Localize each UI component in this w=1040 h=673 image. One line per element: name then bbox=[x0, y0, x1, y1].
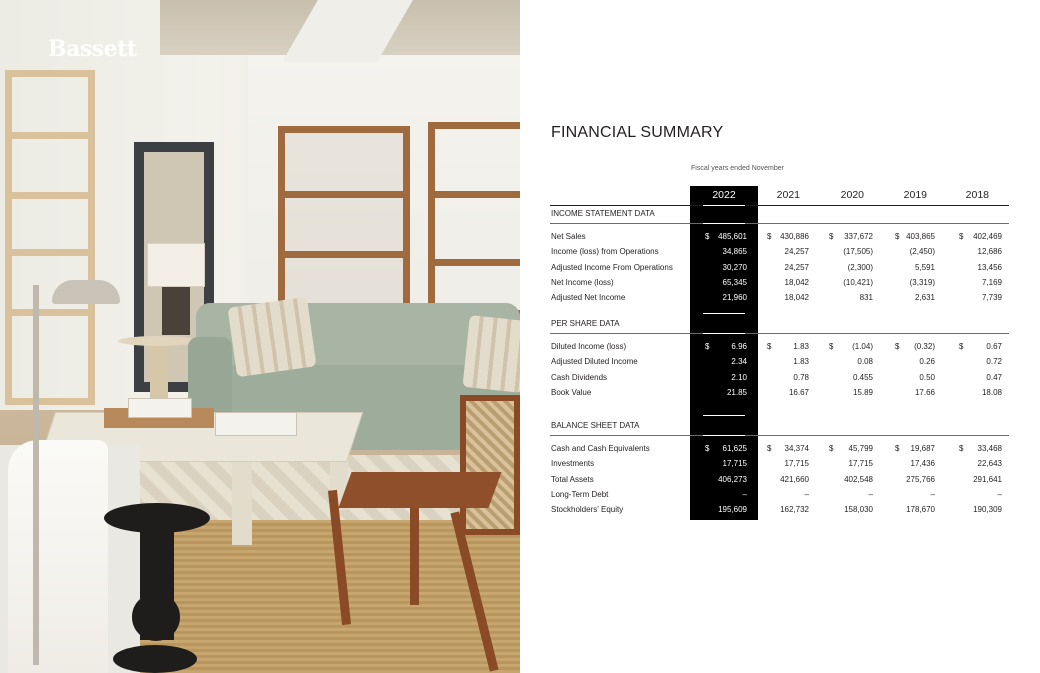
row-label: Long-Term Debt bbox=[551, 489, 609, 499]
section-divider bbox=[550, 333, 1009, 334]
value-cell-2022: 406,273 bbox=[718, 474, 747, 484]
value-cell-2022: 61,625 bbox=[722, 444, 747, 453]
value-cell-2018: 190,309 bbox=[973, 505, 1002, 515]
value-cell-2019: (0.32) bbox=[914, 342, 935, 351]
value-cell-2021: 24,257 bbox=[784, 262, 809, 272]
value-cell-2022: 34,865 bbox=[722, 247, 747, 257]
value-cell-2020: 831 bbox=[859, 293, 873, 303]
value-cell-2019: (2,450) bbox=[909, 247, 935, 257]
photo-stool-base bbox=[113, 645, 197, 673]
value-cell-2018: – bbox=[997, 489, 1002, 499]
value-cell-2020: 45,799 bbox=[848, 444, 873, 453]
table-row bbox=[0, 505, 1040, 519]
currency-sign: $ bbox=[829, 342, 834, 351]
row-label: Total Assets bbox=[551, 474, 594, 484]
currency-sign: $ bbox=[895, 232, 900, 241]
page-title: FINANCIAL SUMMARY bbox=[551, 123, 724, 141]
row-label: Adjusted Income From Operations bbox=[551, 262, 673, 272]
value-cell-2018: 7,739 bbox=[981, 293, 1002, 303]
table-row bbox=[0, 475, 1040, 489]
currency-sign: $ bbox=[705, 444, 710, 453]
value-cell-2022: 21.85 bbox=[726, 387, 747, 397]
fiscal-year-note: Fiscal years ended November bbox=[691, 165, 784, 172]
section-title: INCOME STATEMENT DATA bbox=[551, 209, 655, 218]
header-divider-highlight bbox=[703, 205, 745, 206]
row-label: Stockholders' Equity bbox=[551, 505, 624, 515]
section-divider-highlight bbox=[703, 313, 745, 314]
value-cell-2020: 0.08 bbox=[857, 357, 873, 367]
value-cell-2019: 275,766 bbox=[906, 474, 935, 484]
value-cell-2022: 195,609 bbox=[718, 505, 747, 515]
section-divider bbox=[550, 223, 1009, 224]
row-label: Book Value bbox=[551, 387, 592, 397]
row-label: Income (loss) from Operations bbox=[551, 247, 659, 257]
year-header-2020: 2020 bbox=[840, 189, 864, 201]
table-row bbox=[0, 247, 1040, 261]
photo-books bbox=[215, 412, 297, 436]
table-row bbox=[0, 357, 1040, 371]
currency-sign: $ bbox=[705, 342, 710, 351]
value-cell-2019: 2,631 bbox=[914, 293, 935, 303]
currency-sign: $ bbox=[959, 342, 964, 351]
value-cell-2021: 18,042 bbox=[784, 293, 809, 303]
table-row bbox=[0, 444, 1040, 458]
value-cell-2019: 19,687 bbox=[910, 444, 935, 453]
value-cell-2022: 2.34 bbox=[731, 357, 747, 367]
value-cell-2018: 0.47 bbox=[986, 372, 1002, 382]
value-cell-2018: 22,643 bbox=[977, 459, 1002, 469]
section-divider-highlight bbox=[703, 333, 745, 334]
currency-sign: $ bbox=[959, 232, 964, 241]
table-row bbox=[0, 278, 1040, 292]
value-cell-2020: 402,548 bbox=[844, 474, 873, 484]
value-cell-2022: 21,960 bbox=[722, 293, 747, 303]
brand-logo: Bassett bbox=[48, 36, 137, 62]
value-cell-2022: 6.96 bbox=[731, 342, 747, 351]
year-header-2018: 2018 bbox=[965, 189, 989, 201]
value-cell-2019: – bbox=[930, 489, 935, 499]
currency-sign: $ bbox=[767, 232, 772, 241]
section-divider bbox=[550, 435, 1009, 436]
table-row bbox=[0, 490, 1040, 504]
value-cell-2021: 34,374 bbox=[784, 444, 809, 453]
section-title: BALANCE SHEET DATA bbox=[551, 421, 640, 430]
value-cell-2021: 1.83 bbox=[793, 357, 809, 367]
value-cell-2021: 16.67 bbox=[788, 387, 809, 397]
row-label: Cash Dividends bbox=[551, 372, 608, 382]
table-row bbox=[0, 342, 1040, 356]
currency-sign: $ bbox=[829, 232, 834, 241]
value-cell-2021: 18,042 bbox=[784, 277, 809, 287]
value-cell-2018: 402,469 bbox=[973, 232, 1002, 241]
currency-sign: $ bbox=[767, 444, 772, 453]
value-cell-2018: 13,456 bbox=[977, 262, 1002, 272]
value-cell-2020: 337,672 bbox=[844, 232, 873, 241]
table-row bbox=[0, 373, 1040, 387]
value-cell-2020: (1.04) bbox=[852, 342, 873, 351]
value-cell-2018: 0.72 bbox=[986, 357, 1002, 367]
row-label: Net Sales bbox=[551, 232, 586, 241]
value-cell-2022: 65,345 bbox=[722, 277, 747, 287]
value-cell-2018: 18.08 bbox=[981, 387, 1002, 397]
value-cell-2021: 24,257 bbox=[784, 247, 809, 257]
section-divider-highlight bbox=[703, 223, 745, 224]
photo-chair-leg bbox=[410, 505, 419, 605]
currency-sign: $ bbox=[705, 232, 710, 241]
value-cell-2020: (17,505) bbox=[843, 247, 873, 257]
value-cell-2021: 1.83 bbox=[793, 342, 809, 351]
value-cell-2021: 17,715 bbox=[784, 459, 809, 469]
year-header-2019: 2019 bbox=[903, 189, 927, 201]
value-cell-2020: 17,715 bbox=[848, 459, 873, 469]
photo-stool-ring bbox=[132, 593, 180, 641]
value-cell-2021: – bbox=[804, 489, 809, 499]
currency-sign: $ bbox=[895, 444, 900, 453]
value-cell-2019: (3,319) bbox=[909, 277, 935, 287]
value-cell-2019: 17.66 bbox=[914, 387, 935, 397]
value-cell-2022: 485,601 bbox=[718, 232, 747, 241]
table-row bbox=[0, 232, 1040, 246]
row-label: Net Income (loss) bbox=[551, 277, 614, 287]
value-cell-2021: 0.78 bbox=[793, 372, 809, 382]
table-row bbox=[0, 293, 1040, 307]
section-divider-highlight bbox=[703, 435, 745, 436]
value-cell-2021: 430,886 bbox=[780, 232, 809, 241]
currency-sign: $ bbox=[959, 444, 964, 453]
value-cell-2020: 158,030 bbox=[844, 505, 873, 515]
currency-sign: $ bbox=[829, 444, 834, 453]
row-label: Adjusted Diluted Income bbox=[551, 357, 638, 367]
row-label: Cash and Cash Equivalents bbox=[551, 444, 650, 453]
value-cell-2019: 0.50 bbox=[919, 372, 935, 382]
currency-sign: $ bbox=[895, 342, 900, 351]
section-divider-highlight bbox=[703, 415, 745, 416]
value-cell-2018: 7,169 bbox=[981, 277, 1002, 287]
value-cell-2022: – bbox=[742, 489, 747, 499]
value-cell-2019: 5,591 bbox=[914, 262, 935, 272]
table-row bbox=[0, 459, 1040, 473]
year-header-2022: 2022 bbox=[712, 189, 736, 201]
currency-sign: $ bbox=[767, 342, 772, 351]
value-cell-2018: 0.67 bbox=[986, 342, 1002, 351]
row-label: Investments bbox=[551, 459, 595, 469]
value-cell-2019: 178,670 bbox=[906, 505, 935, 515]
value-cell-2022: 2.10 bbox=[731, 372, 747, 382]
value-cell-2018: 12,686 bbox=[977, 247, 1002, 257]
value-cell-2021: 421,660 bbox=[780, 474, 809, 484]
value-cell-2018: 291,641 bbox=[973, 474, 1002, 484]
value-cell-2021: 162,732 bbox=[780, 505, 809, 515]
table-row bbox=[0, 388, 1040, 402]
value-cell-2019: 17,436 bbox=[910, 459, 935, 469]
value-cell-2019: 403,865 bbox=[906, 232, 935, 241]
section-title: PER SHARE DATA bbox=[551, 319, 620, 328]
value-cell-2022: 30,270 bbox=[722, 262, 747, 272]
value-cell-2020: (2,300) bbox=[847, 262, 873, 272]
value-cell-2020: 15.89 bbox=[852, 387, 873, 397]
value-cell-2020: (10,421) bbox=[843, 277, 873, 287]
header-divider bbox=[550, 205, 1009, 206]
table-row bbox=[0, 263, 1040, 277]
row-label: Adjusted Net Income bbox=[551, 293, 626, 303]
value-cell-2018: 33,468 bbox=[977, 444, 1002, 453]
value-cell-2020: 0.455 bbox=[852, 372, 873, 382]
year-header-2021: 2021 bbox=[776, 189, 800, 201]
row-label: Diluted Income (loss) bbox=[551, 342, 627, 351]
value-cell-2022: 17,715 bbox=[722, 459, 747, 469]
value-cell-2019: 0.26 bbox=[919, 357, 935, 367]
value-cell-2020: – bbox=[868, 489, 873, 499]
